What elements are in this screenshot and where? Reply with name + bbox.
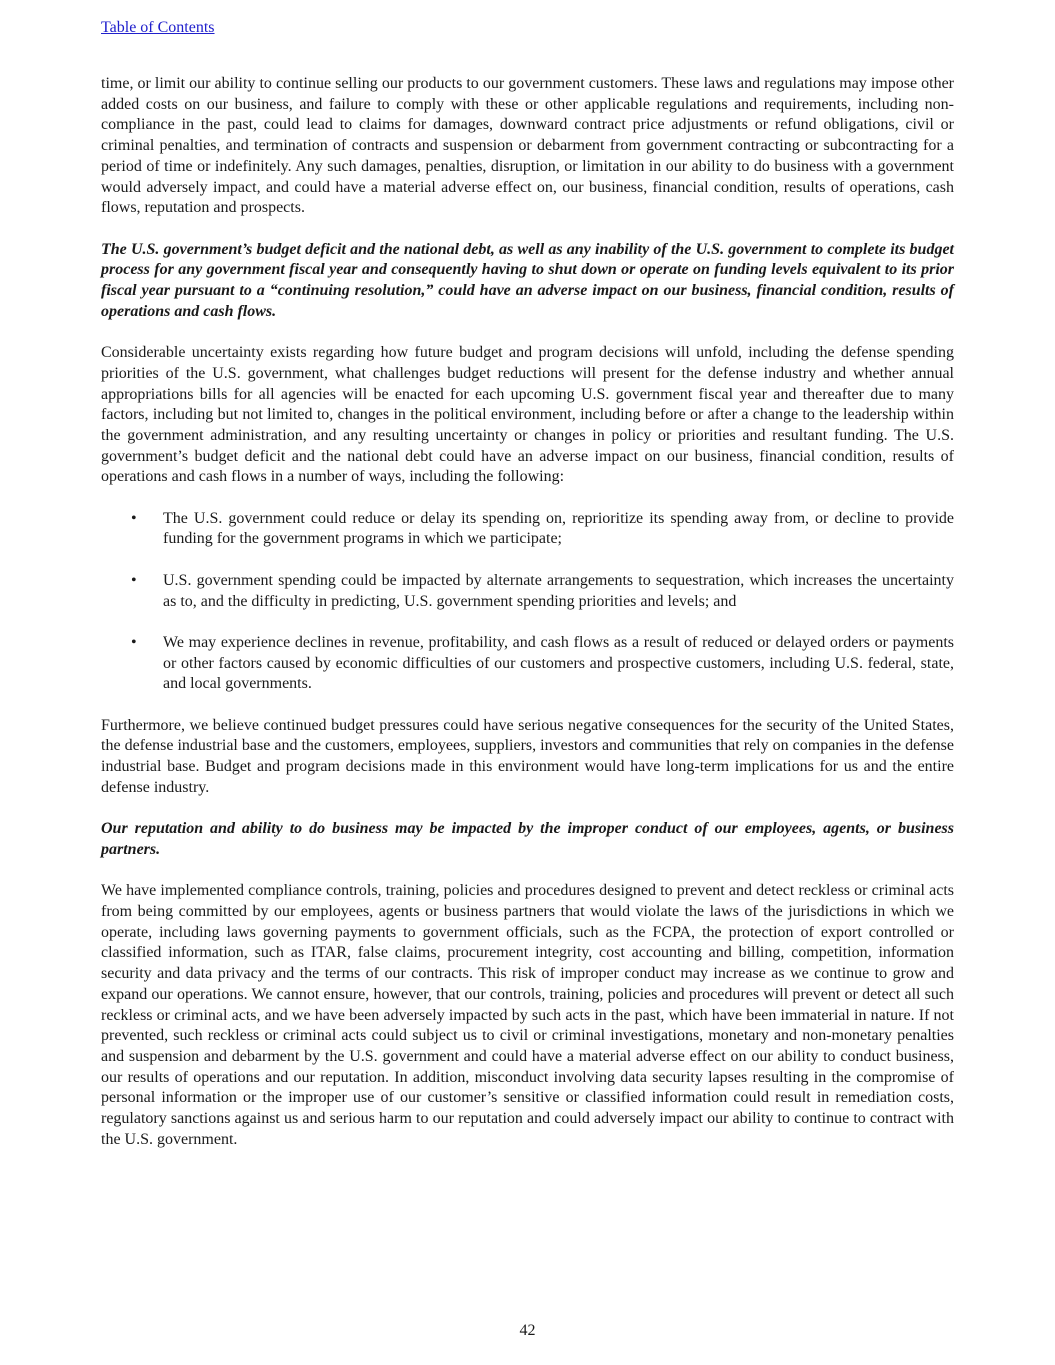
risk-heading-budget: The U.S. government’s budget deficit and the national debt, as well as any inability of the U.S. government to complete its budget process for any government fiscal year and consequently having to shut down or operate on funding levels equivalent to its prior fiscal year pursuant to a “continuing resolution,” could have an adverse impact on our business, financial condition, results of operations and cash flows. <box>101 240 954 320</box>
bullet-list <box>101 509 954 695</box>
risk-heading-reputation: Our reputation and ability to do business may be impacted by the improper conduct of our employees, agents, or business partners. <box>101 820 954 858</box>
paragraph-uncertainty: Considerable uncertainty exists regarding how future budget and program decisions will unfold, including the defense spending priorities of the U.S. government, what challenges budget reductions will present for the defense industry and whether annual appropriations bills for all agencies will be enacted for each upcoming U.S. government fiscal year and thereafter due to many factors, including but not limited to, changes in the political environment, including before or after a change to the leadership within the government administration, and any resulting uncertainty or changes in policy or priorities and resultant funding. The U.S. government’s budget deficit and the national debt could have an adverse impact on our business, financial condition, results of operations and cash flows in a number of ways, including the following: <box>101 344 954 486</box>
list-item-text: The U.S. government could reduce or delay its spending on, reprioritize its spending away from, or decline to provide funding for the government programs in which we participate; <box>163 509 954 548</box>
paragraph-furthermore: Furthermore, we believe continued budget pressures could have serious negative consequences for the security of the United States, the defense industrial base and the customers, employees, suppliers, investors and communities that rely on companies in the defense industrial base. Budget and program decisions made in this environment would have long-term implications for us and the entire defense industry. <box>101 716 954 796</box>
list-item-text: U.S. government spending could be impacted by alternate arrangements to sequestration, which increases the uncertainty as to, and the difficulty in predicting, U.S. government spending priorities and levels; and <box>163 571 954 610</box>
paragraph-intro: time, or limit our ability to continue selling our products to our government customers. These laws and regulations may impose other added costs on our business, and failure to comply with these or other applicable regulations and requirements, including non-compliance in the past, could lead to claims for damages, downward contract price adjustments or refund obligations, civil or criminal penalties, and termination of contracts and suspension or debarment from government contracting or subcontracting for a period of time or indefinitely. Any such damages, penalties, disruption, or limitation in our ability to do business with a government would adversely impact, and could have a material adverse effect on, our business, financial condition, results of operations, cash flows, reputation and prospects. <box>101 75 954 217</box>
bullet-icon: • <box>131 571 137 589</box>
document-body <box>101 74 954 1171</box>
paragraph-compliance: We have implemented compliance controls, training, policies and procedures designed to prevent and detect reckless or criminal acts from being committed by our employees, agents or business partners that would violate the laws of the jurisdictions in which we operate, including laws governing payments to government officials, such as the FCPA, the protection of export controlled or classified information, such as ITAR, false claims, procurement integrity, cost accounting and billing, competition, information security and data privacy and the terms of our contracts. This risk of improper conduct may increase as we continue to grow and expand our operations. We cannot ensure, however, that our controls, training, policies and procedures will prevent or detect all such reckless or criminal acts, and we have been adversely impacted by such acts in the past, which have been immaterial in nature. If not prevented, such reckless or criminal acts could subject us to civil or criminal investigations, monetary and non-monetary penalties and suspension and debarment by the U.S. government and could have a material adverse effect on our ability to conduct business, our results of operations and our reputation. In addition, misconduct involving data security lapses resulting in the compromise of personal information or the improper use of our customer’s sensitive or classified information could result in remediation costs, regulatory sanctions against us and serious harm to our reputation and could adversely impact our ability to continue to contract with the U.S. government. <box>101 882 954 1148</box>
list-item <box>101 633 954 695</box>
list-item <box>101 509 954 550</box>
list-item <box>101 571 954 612</box>
list-item-text: We may experience declines in revenue, profitability, and cash flows as a result of reduced or delayed orders or payments or other factors caused by economic difficulties of our customers and prospective customers, including U.S. federal, state, and local governments. <box>163 633 954 693</box>
page-number: 42 <box>519 1322 536 1339</box>
table-of-contents-link[interactable]: Table of Contents <box>101 19 215 36</box>
bullet-icon: • <box>131 509 137 527</box>
bullet-icon: • <box>131 633 137 651</box>
